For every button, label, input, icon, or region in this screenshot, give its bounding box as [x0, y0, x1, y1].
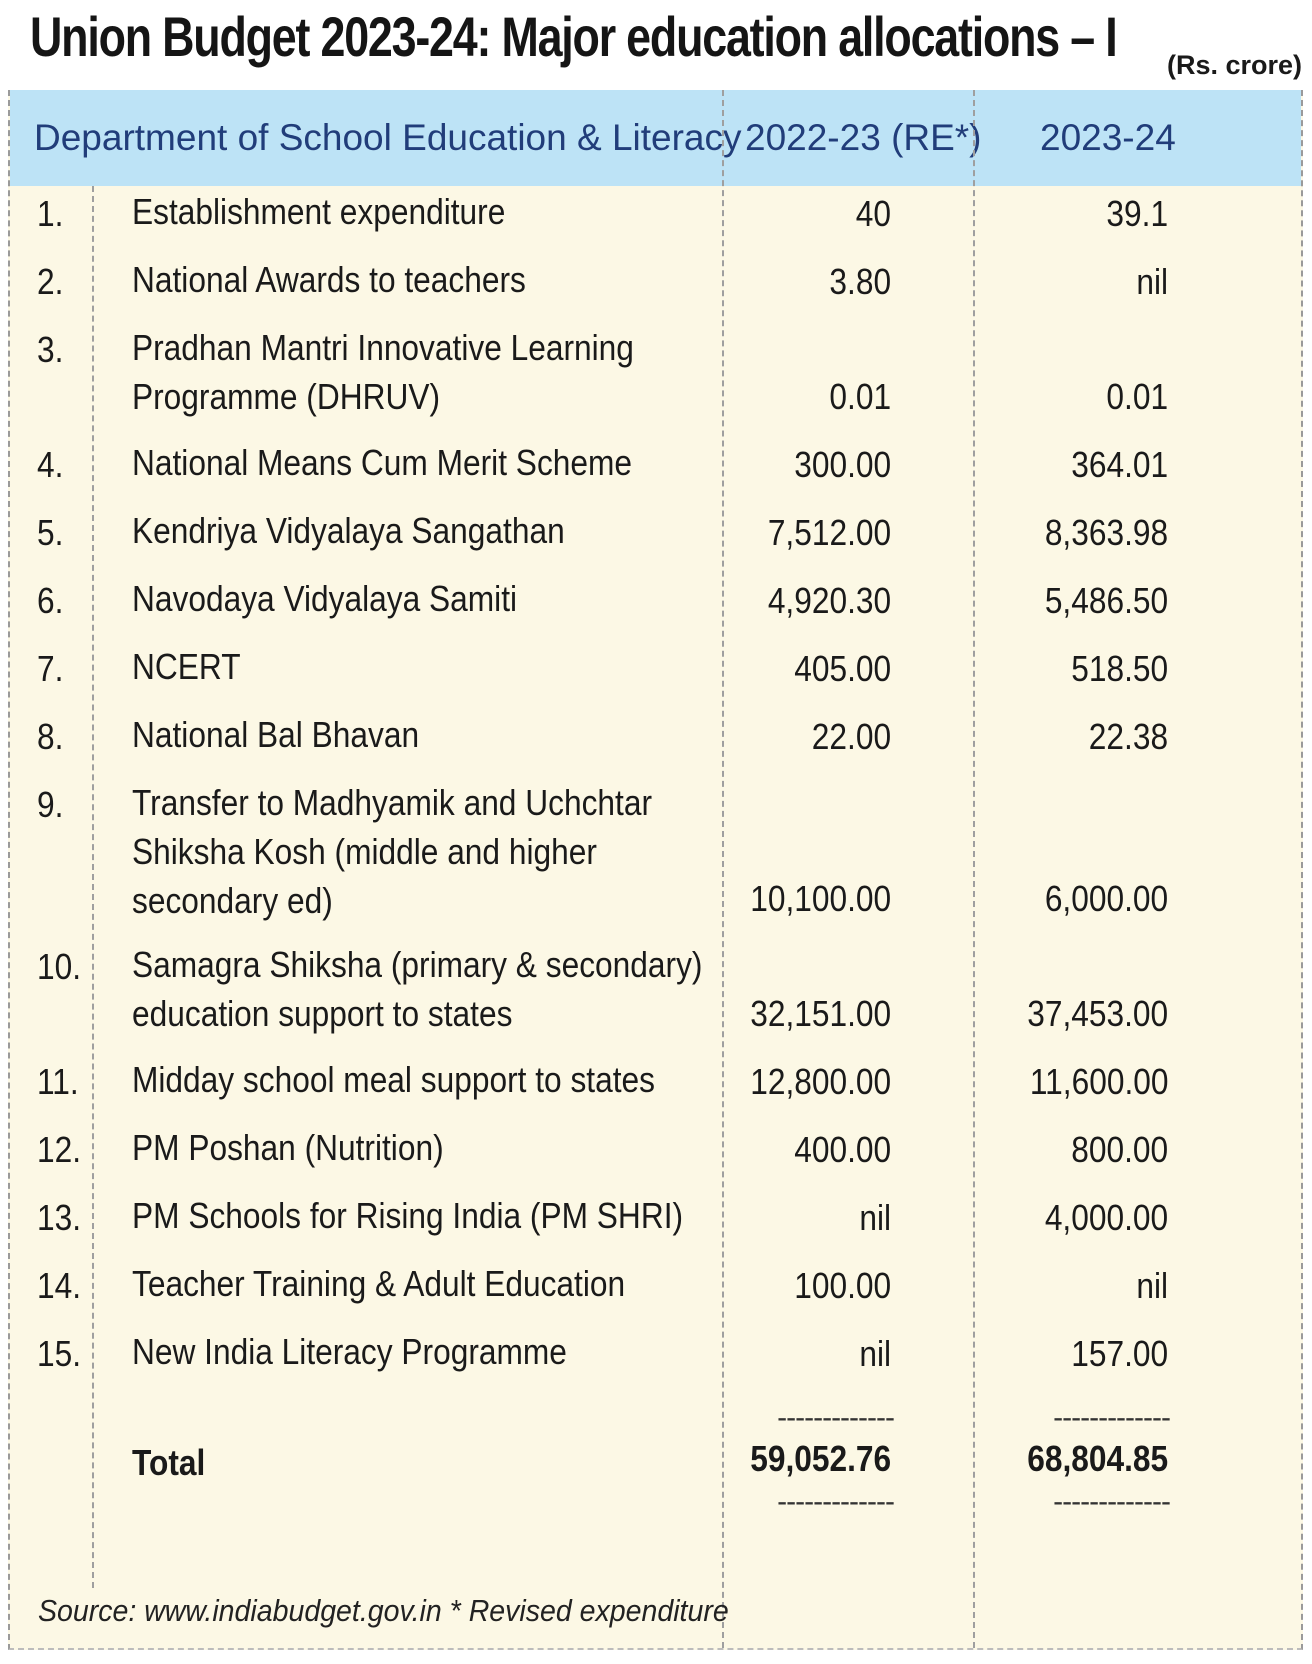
row-value-2023-24: 4,000.00: [1044, 1197, 1168, 1238]
header-col-2022-23: 2022-23 (RE*): [745, 117, 982, 158]
row-item: [132, 642, 678, 691]
row-number: 8.: [37, 716, 64, 757]
row-value-2022-23: 22.00: [811, 716, 891, 757]
row-number: 12.: [37, 1129, 82, 1170]
row-value-2022-23: 12,800.00: [750, 1061, 891, 1102]
page-title: Union Budget 2023-24: Major education allocations – I: [30, 5, 1117, 68]
row-value-2022-23: 32,151.00: [750, 993, 891, 1034]
row-item-line: Samagra Shiksha (primary & secondary): [132, 944, 703, 985]
row-value-2023-24: 8,363.98: [1044, 512, 1168, 553]
total-value-2022-23: 59,052.76: [750, 1438, 891, 1479]
separator-col2-top: -------------: [1053, 1401, 1170, 1434]
row-value-2022-23: 40: [855, 193, 891, 234]
row-item-line: Kendriya Vidyalaya Sangathan: [132, 510, 565, 551]
total-value-2023-24: 68,804.85: [1027, 1438, 1168, 1479]
row-item-line: education support to states: [132, 993, 513, 1034]
row-value-2022-23: 0.01: [829, 376, 891, 417]
row-value-2023-24: 0.01: [1106, 376, 1168, 417]
row-value-2022-23: 4,920.30: [767, 580, 891, 621]
row-item: [132, 1259, 678, 1308]
row-value-2023-24: 37,453.00: [1027, 993, 1168, 1034]
row-item: [132, 1191, 684, 1240]
row-value-2022-23: 300.00: [794, 444, 891, 485]
budget-table: [8, 90, 1303, 1650]
row-value-2023-24: 364.01: [1071, 444, 1168, 485]
row-item-line: Programme (DHRUV): [132, 376, 441, 417]
row-value-2022-23: nil: [859, 1333, 891, 1374]
row-item-line: NCERT: [132, 646, 241, 687]
row-item: [132, 940, 703, 1038]
row-value-2023-24: 157.00: [1071, 1333, 1168, 1374]
row-item-line: National Awards to teachers: [132, 259, 526, 300]
header-department: Department of School Education & Literacy: [34, 117, 742, 158]
column-divider: [973, 90, 975, 1648]
row-number: 14.: [37, 1265, 82, 1306]
separator-col1-bottom: -------------: [777, 1485, 894, 1518]
row-item-line: Transfer to Madhyamik and Uchchtar: [132, 782, 652, 823]
row-value-2023-24: nil: [1136, 261, 1168, 302]
row-item: [132, 778, 678, 925]
row-number: 9.: [37, 784, 64, 825]
row-item-line: National Means Cum Merit Scheme: [132, 442, 633, 483]
row-number: 4.: [37, 444, 64, 485]
row-item-line: New India Literacy Programme: [132, 1331, 567, 1372]
row-item-line: PM Poshan (Nutrition): [132, 1127, 444, 1168]
row-item-line: Establishment expenditure: [132, 191, 506, 232]
separator-col2-bottom: -------------: [1053, 1485, 1170, 1518]
row-item: [132, 323, 678, 421]
row-item-line: Teacher Training & Adult Education: [132, 1263, 626, 1304]
row-item-line: Midday school meal support to states: [132, 1059, 655, 1100]
source-note: Source: www.indiabudget.gov.in * Revised expenditure: [38, 1593, 729, 1628]
total-label: Total: [132, 1442, 206, 1483]
row-number: 2.: [37, 261, 64, 302]
row-item-line: National Bal Bhavan: [132, 714, 420, 755]
row-item: [132, 438, 678, 487]
row-number: 10.: [37, 946, 82, 987]
row-value-2023-24: nil: [1136, 1265, 1168, 1306]
row-value-2022-23: nil: [859, 1197, 891, 1238]
row-number: 1.: [37, 193, 64, 234]
table-header: [10, 90, 1301, 186]
row-item-line: Shiksha Kosh (middle and higher: [132, 831, 597, 872]
row-item: [132, 255, 678, 304]
header-col-2023-24: 2023-24: [1040, 117, 1176, 158]
row-value-2023-24: 6,000.00: [1044, 878, 1168, 919]
row-value-2022-23: 7,512.00: [767, 512, 891, 553]
separator-col1-top: -------------: [777, 1401, 894, 1434]
row-value-2023-24: 22.38: [1088, 716, 1168, 757]
row-number: 6.: [37, 580, 64, 621]
row-number: 13.: [37, 1197, 82, 1238]
unit-label: (Rs. crore): [1166, 50, 1302, 80]
row-value-2022-23: 405.00: [794, 648, 891, 689]
row-item-line: PM Schools for Rising India (PM SHRI): [132, 1195, 684, 1236]
row-value-2022-23: 100.00: [794, 1265, 891, 1306]
row-value-2022-23: 3.80: [829, 261, 891, 302]
column-divider: [722, 90, 724, 1648]
row-number: 3.: [37, 329, 64, 370]
row-value-2022-23: 400.00: [794, 1129, 891, 1170]
row-number: 11.: [37, 1061, 79, 1102]
row-item: [132, 506, 678, 555]
row-item-line: secondary ed): [132, 880, 333, 921]
row-item: [132, 1055, 678, 1104]
row-value-2023-24: 518.50: [1071, 648, 1168, 689]
row-item: [132, 710, 678, 759]
row-item: [132, 1123, 678, 1172]
row-item-line: Navodaya Vidyalaya Samiti: [132, 578, 518, 619]
row-value-2023-24: 5,486.50: [1044, 580, 1168, 621]
row-item: [132, 187, 678, 236]
row-value-2023-24: 800.00: [1071, 1129, 1168, 1170]
row-number: 15.: [37, 1333, 82, 1374]
row-value-2023-24: 11,600.00: [1029, 1061, 1168, 1102]
row-value-2022-23: 10,100.00: [750, 878, 891, 919]
row-item-line: Pradhan Mantri Innovative Learning: [132, 327, 634, 368]
row-number: 5.: [37, 512, 64, 553]
row-value-2023-24: 39.1: [1106, 193, 1168, 234]
number-divider: [92, 186, 94, 1588]
row-item: [132, 1327, 678, 1376]
row-number: 7.: [37, 648, 64, 689]
row-item: [132, 574, 678, 623]
